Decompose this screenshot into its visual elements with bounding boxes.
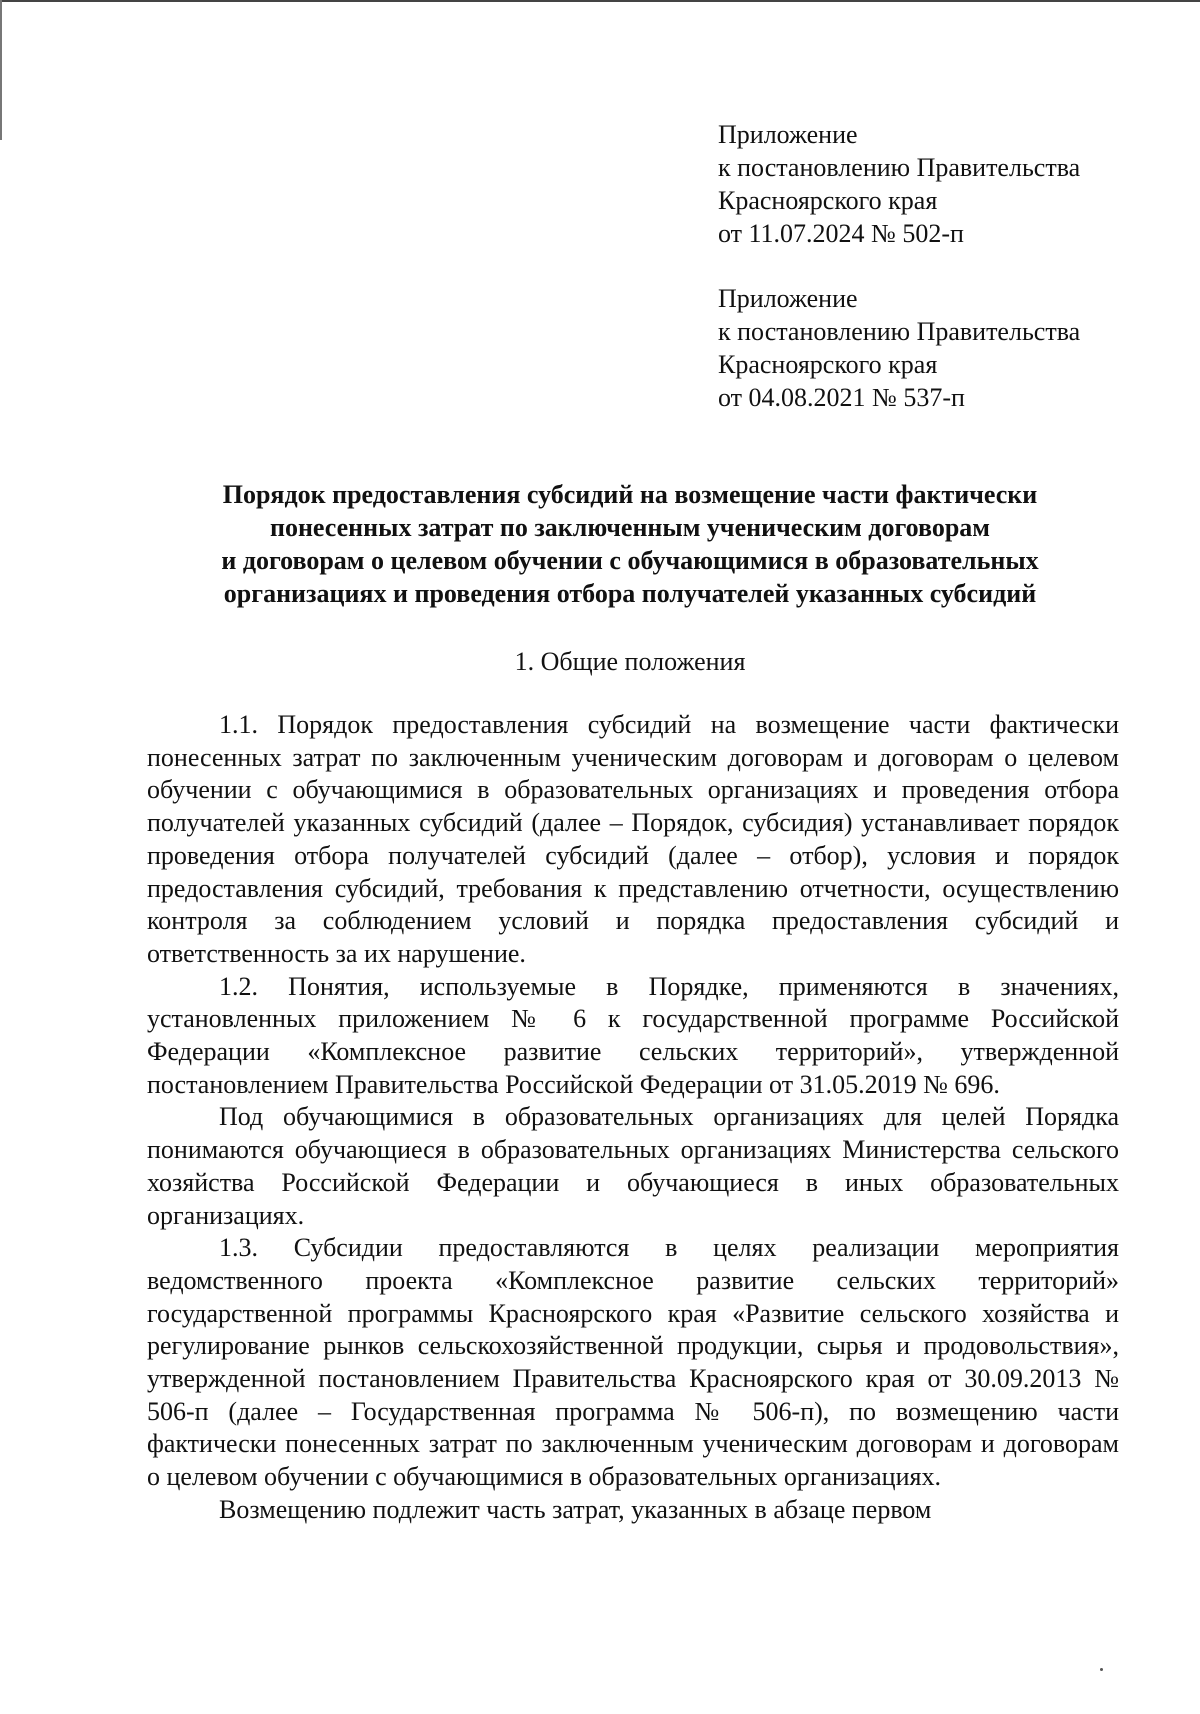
paragraph-students-definition: Под обучающимися в образовательных организациях для целей Порядка понимаются обучающиеся в образовательных организациях Министерства сельского хозяйства Российской Федерации и обучающиеся в иных образовательных организациях. xyxy=(147,1102,1119,1230)
stamp-line: Красноярского края xyxy=(718,186,938,215)
stamp-date-number: от 11.07.2024 № 502-п xyxy=(718,219,964,248)
title-line: и договорам о целевом обучении с обучающимися в образовательных xyxy=(221,546,1039,575)
paragraph-1-3: 1.3. Субсидии предоставляются в целях реализации мероприятия ведомственного проекта «Комплексное развитие сельских территорий» государственной программы Красноярского края «Развитие сельского хозяйства и регулирование рынков сельскохозяйственной продукции, сырья и продовольствия», утвержденной постановлением Правительства Красноярского края от 30.09.2013 № 506-п (далее – Государственная программа № 506-п), по возмещению части фактически понесенных затрат по заключенным ученическим договорам и договорам о целевом обучении с обучающимися в образовательных организациях. xyxy=(147,1233,1119,1492)
approval-stamp-current xyxy=(718,118,1178,250)
stamp-line: Приложение xyxy=(718,120,858,149)
section-heading: 1. Общие положения xyxy=(514,647,746,676)
stamp-line: Приложение xyxy=(718,284,858,313)
paragraph-1-1: 1.1. Порядок предоставления субсидий на возмещение части фактически понесенных затрат по заключенным ученическим договорам и договорам о целевом обучении с обучающимися в образовательных организациях и проведения отбора получателей указанных субсидий (далее – Порядок, субсидия) устанавливает порядок проведения отбора получателей субсидий (далее – отбор), условия и порядок предоставления субсидий, требования к представлению отчетности, осуществлению контроля за соблюдением условий и порядка предоставления субсидий и ответственность за их нарушение. xyxy=(147,710,1119,968)
stamp-date-number: от 04.08.2021 № 537-п xyxy=(718,383,965,412)
approval-stamp-original xyxy=(718,282,1178,414)
scan-top-edge xyxy=(0,0,1200,2)
paragraph-reimbursement: Возмещению подлежит часть затрат, указанных в абзаце первом xyxy=(219,1494,932,1524)
document-body xyxy=(147,709,1119,1527)
scan-speck xyxy=(1100,1668,1103,1671)
stamp-line: Красноярского края xyxy=(718,350,938,379)
document-title xyxy=(150,478,1110,610)
stamp-line: к постановлению Правительства xyxy=(718,317,1081,346)
paragraph-1-2: 1.2. Понятия, используемые в Порядке, применяются в значениях, установленных приложением № 6 к государственной программе Российской Федерации «Комплексное развитие сельских территорий», утвержденной постановлением Правительства Российской Федерации от 31.05.2019 № 696. xyxy=(147,971,1119,1099)
title-line: организациях и проведения отбора получателей указанных субсидий xyxy=(223,579,1037,608)
scan-left-edge xyxy=(0,0,2,140)
stamp-line: к постановлению Правительства xyxy=(718,153,1081,182)
title-line: понесенных затрат по заключенным ученическим договорам xyxy=(269,513,991,542)
title-line: Порядок предоставления субсидий на возмещение части фактически xyxy=(222,480,1038,509)
